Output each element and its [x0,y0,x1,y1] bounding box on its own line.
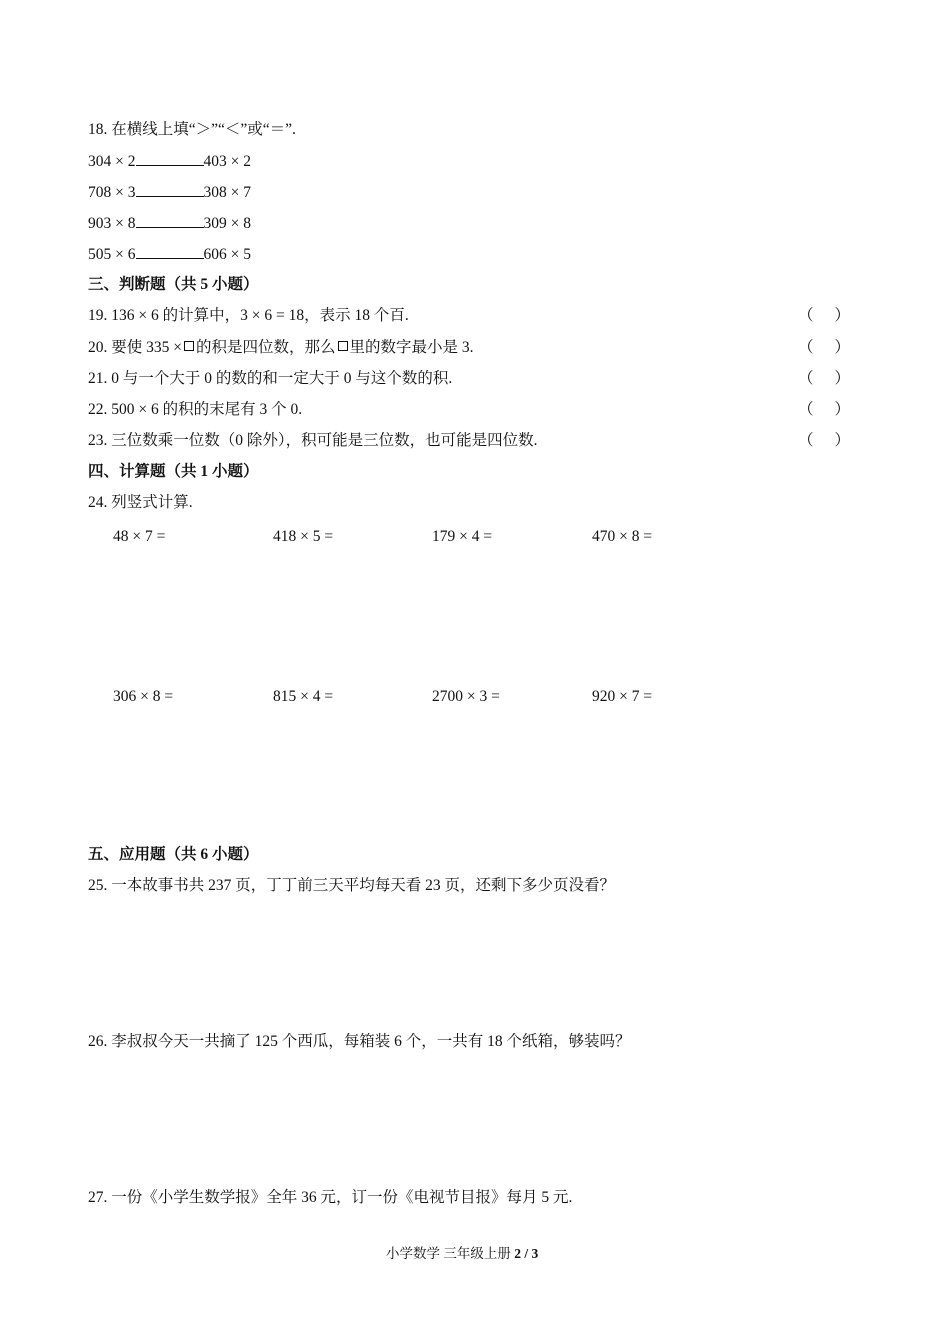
q18-row-right: 403 × 2 [203,153,251,170]
q18-row [88,244,251,265]
paren-close: ） [834,307,850,324]
answer-parens[interactable] [798,431,850,451]
answer-parens[interactable] [798,306,850,326]
calc-problem: 418 × 5 = [273,528,334,545]
q18-row-left: 708 × 3 [88,184,136,201]
footer-label: 小学数学 三年级上册 [386,1246,511,1261]
q24-prompt: 24. 列竖式计算. [88,494,193,511]
paren-open: （ [798,432,814,449]
calc-problem: 470 × 8 = [592,528,653,545]
q26-text: 26. 李叔叔今天一共摘了 125 个西瓜，每箱装 6 个，一共有 18 个纸箱，够装吗？ [88,1033,631,1050]
q18-row-right: 308 × 7 [203,184,251,201]
q22-text: 22. 500 × 6 的积的末尾有 3 个 0. [88,401,303,418]
paren-open: （ [798,370,814,387]
q25-text: 25. 一本故事书共 237 页，丁丁前三天平均每天看 23 页，还剩下多少页没看？ [88,877,616,894]
calc-problem: 179 × 4 = [432,528,493,545]
paren-open: （ [798,401,814,418]
answer-parens[interactable] [798,400,850,420]
paren-close: ） [834,432,850,449]
q20-part2: 的积是四位数，那么 [196,339,336,356]
q18-row-left: 304 × 2 [88,153,136,170]
q18-row [88,182,251,203]
q23-text: 23. 三位数乘一位数（0 除外），积可能是三位数，也可能是四位数. [88,432,538,449]
calc-problem: 2700 × 3 = [432,688,500,705]
page-footer [386,1244,538,1264]
answer-blank[interactable] [136,182,204,197]
q18-row-right: 606 × 5 [203,246,251,263]
q20-part3: 里的数字最小是 3. [349,339,474,356]
blank-box-icon [184,341,194,351]
section-heading-application: 五、应用题（共 6 小题） [88,846,259,863]
section-heading-judgment: 三、判断题（共 5 小题） [88,276,259,293]
paren-open: （ [798,307,814,324]
q18-row-left: 903 × 8 [88,215,136,232]
paren-close: ） [834,401,850,418]
q18-prompt: 18. 在横线上填“＞”“＜”或“＝”. [88,121,296,138]
calc-problem: 306 × 8 = [113,688,174,705]
answer-parens[interactable] [798,369,850,389]
blank-box-icon [338,341,348,351]
calc-problem: 920 × 7 = [592,688,653,705]
answer-blank[interactable] [136,151,204,166]
q18-row-right: 309 × 8 [203,215,251,232]
calc-problem: 48 × 7 = [113,528,166,545]
q18-row [88,213,251,234]
paren-open: （ [798,339,814,356]
section-heading-calculation: 四、计算题（共 1 小题） [88,463,259,480]
q20-part1: 20. 要使 335 × [88,339,182,356]
q19-text: 19. 136 × 6 的计算中，3 × 6 = 18，表示 18 个百. [88,307,409,324]
q20-text [88,338,474,358]
paren-close: ） [834,339,850,356]
q18-row-left: 505 × 6 [88,246,136,263]
page-number: 2 / 3 [514,1246,539,1261]
answer-blank[interactable] [136,213,204,228]
q27-text: 27. 一份《小学生数学报》全年 36 元，订一份《电视节目报》每月 5 元. [88,1189,573,1206]
q18-row [88,151,251,172]
calc-problem: 815 × 4 = [273,688,334,705]
paren-close: ） [834,370,850,387]
q21-text: 21. 0 与一个大于 0 的数的和一定大于 0 与这个数的积. [88,370,453,387]
answer-blank[interactable] [136,244,204,259]
answer-parens[interactable] [798,338,850,358]
